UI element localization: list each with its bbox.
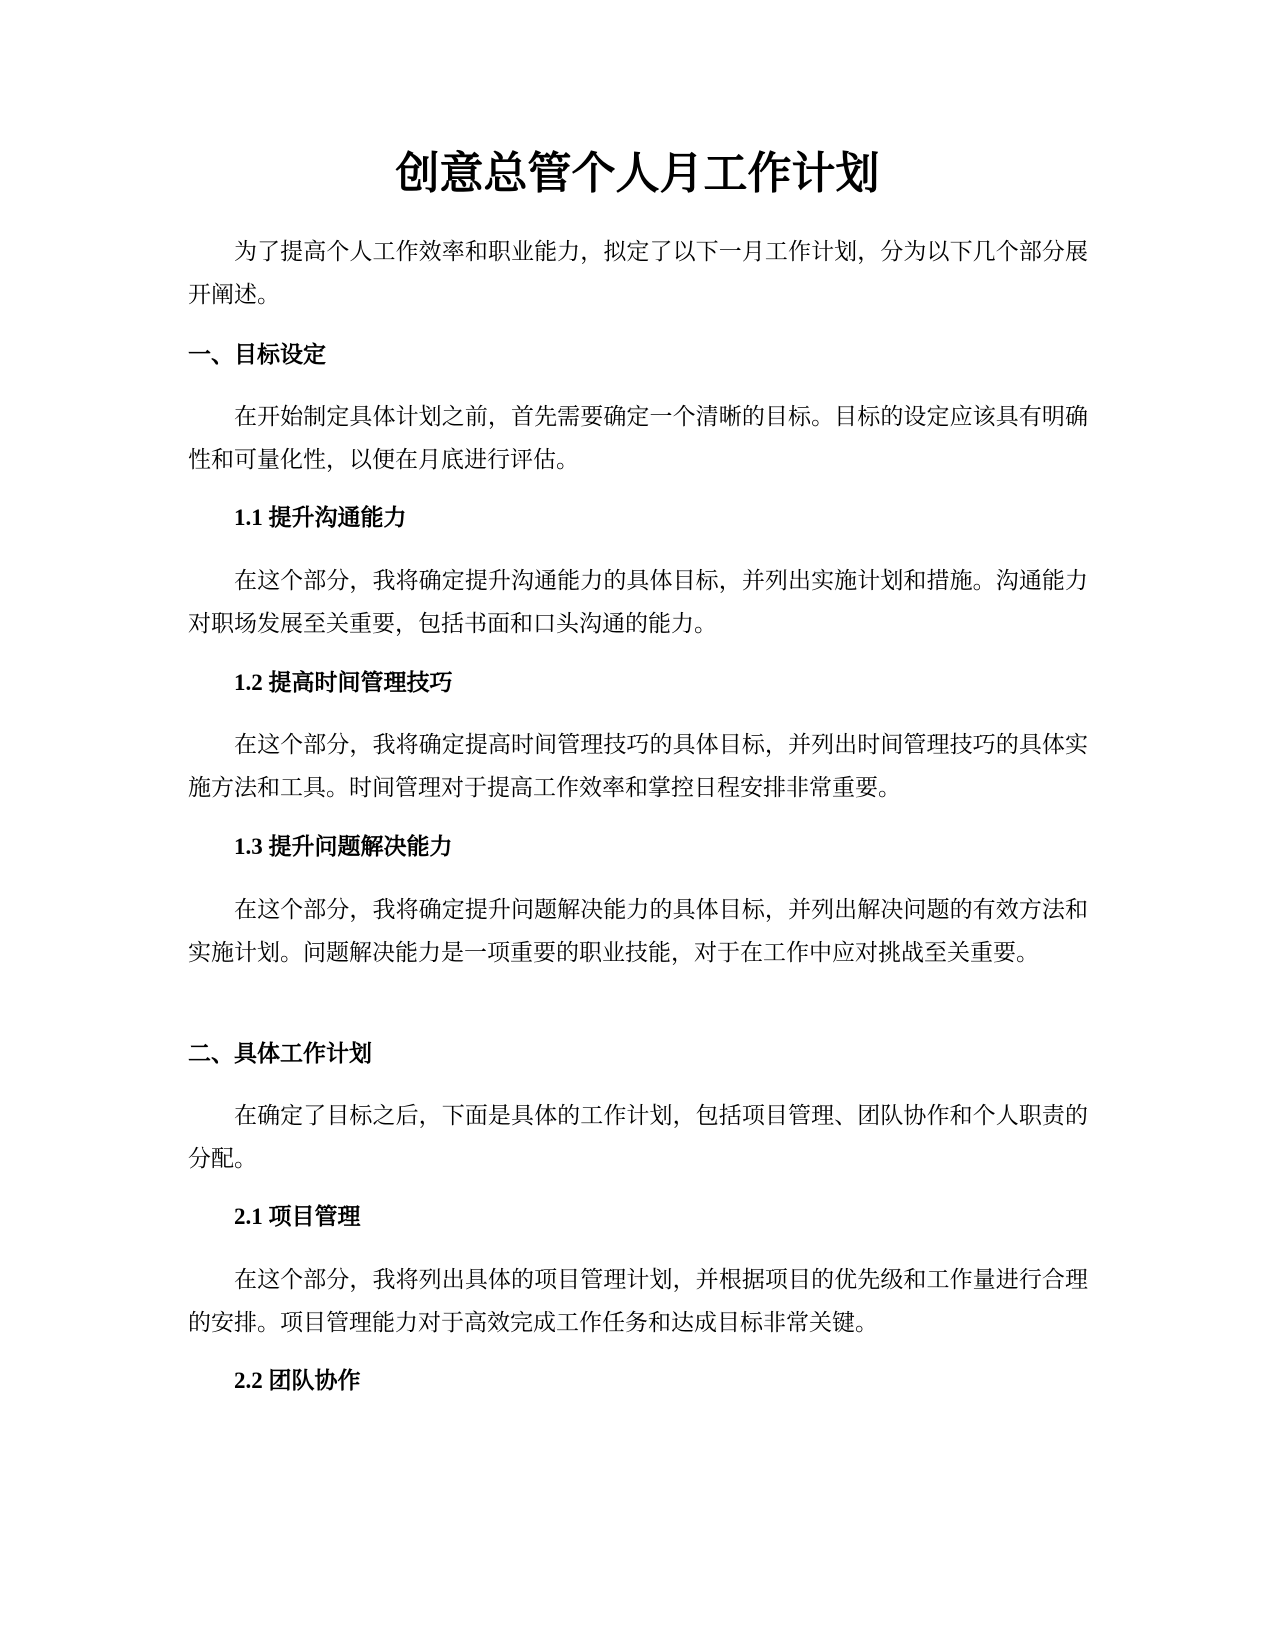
section-heading-work-plan: 二、具体工作计划 xyxy=(188,1041,372,1067)
subheading-team-collaboration: 2.2 团队协作 xyxy=(234,1368,361,1393)
paragraph-problem-solving: 在这个部分，我将确定提升问题解决能力的具体目标，并列出解决问题的有效方法和实施计划。问题解决能力是一项重要的职业技能，对于在工作中应对挑战至关重要。 xyxy=(188,897,1088,965)
document-title: 创意总管个人月工作计划 xyxy=(395,148,880,199)
subheading-project-management: 2.1 项目管理 xyxy=(234,1204,361,1229)
section-heading-goals: 一、目标设定 xyxy=(188,342,326,368)
paragraph-time-management: 在这个部分，我将确定提高时间管理技巧的具体目标，并列出时间管理技巧的具体实施方法和工具。时间管理对于提高工作效率和掌控日程安排非常重要。 xyxy=(188,732,1088,800)
intro-paragraph: 为了提高个人工作效率和职业能力，拟定了以下一月工作计划，分为以下几个部分展开阐述。 xyxy=(188,239,1088,307)
subheading-communication: 1.1 提升沟通能力 xyxy=(234,505,407,530)
paragraph-communication: 在这个部分，我将确定提升沟通能力的具体目标，并列出实施计划和措施。沟通能力对职场发展至关重要，包括书面和口头沟通的能力。 xyxy=(188,568,1088,636)
section-paragraph-goals: 在开始制定具体计划之前，首先需要确定一个清晰的目标。目标的设定应该具有明确性和可量化性，以便在月底进行评估。 xyxy=(188,404,1088,472)
subheading-problem-solving: 1.3 提升问题解决能力 xyxy=(234,834,453,859)
section-paragraph-work-plan: 在确定了目标之后，下面是具体的工作计划，包括项目管理、团队协作和个人职责的分配。 xyxy=(188,1103,1088,1171)
paragraph-project-management: 在这个部分，我将列出具体的项目管理计划，并根据项目的优先级和工作量进行合理的安排。项目管理能力对于高效完成工作任务和达成目标非常关键。 xyxy=(188,1267,1088,1335)
subheading-time-management: 1.2 提高时间管理技巧 xyxy=(234,670,453,695)
